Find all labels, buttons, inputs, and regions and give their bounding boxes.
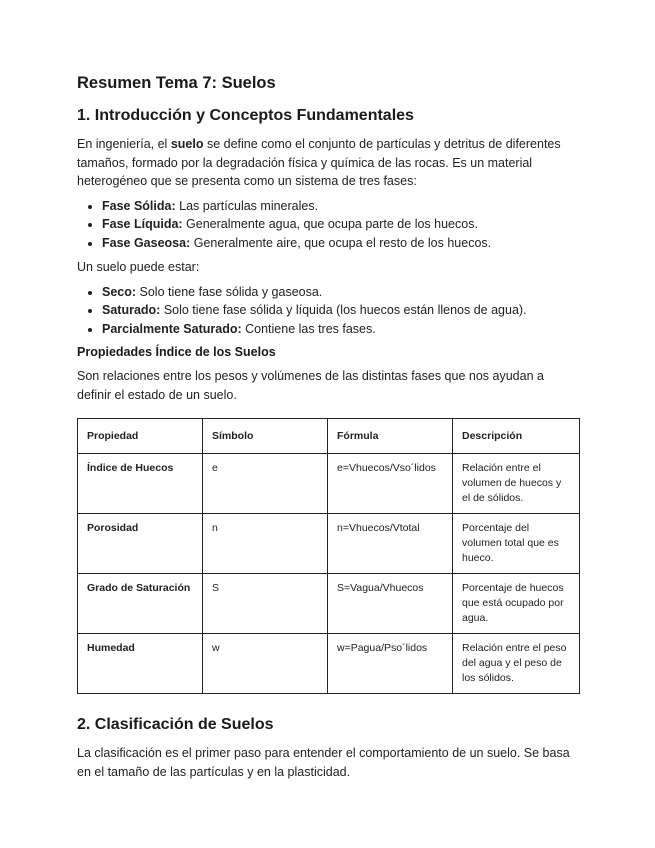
phases-list [77, 197, 579, 253]
document-title: Resumen Tema 7: Suelos [77, 74, 276, 92]
intro-bold-term: suelo [170, 137, 204, 151]
list-item-term: Saturado: [102, 303, 161, 317]
table-cell: e=Vhuecos/Vso´lidos [328, 454, 453, 514]
list-item [102, 283, 579, 302]
intro-text-before: En ingeniería, el [77, 137, 171, 151]
table-cell: S [203, 574, 328, 634]
table-cell: Relación entre el peso del agua y el peso de los sólidos. [453, 634, 580, 694]
table-cell: Porcentaje de huecos que está ocupado por agua. [453, 574, 580, 634]
section-1-heading: 1. Introducción y Conceptos Fundamentales [77, 107, 414, 124]
list-item-desc: Generalmente aire, que ocupa el resto de los huecos. [190, 235, 492, 250]
list-item [102, 320, 579, 339]
section-2-text: La clasificación es el primer paso para entender el comportamiento de un suelo. Se basa en el tamaño de las partículas y en la plasticidad. [77, 746, 570, 779]
intro-paragraph [77, 135, 579, 191]
column-header: Símbolo [203, 419, 328, 454]
list-item-term: Seco: [102, 284, 137, 299]
table-cell: w=Pagua/Pso´lidos [328, 634, 453, 694]
properties-heading: Propiedades Índice de los Suelos [77, 345, 276, 359]
list-item-desc: Solo tiene fase sólida y líquida (los huecos están llenos de agua). [160, 303, 527, 317]
list-item-desc: Generalmente agua, que ocupa parte de los huecos. [182, 217, 478, 231]
list-item [102, 301, 579, 320]
states-list [77, 283, 579, 339]
table-cell: Relación entre el volumen de huecos y el de sólidos. [453, 454, 580, 514]
table-cell: Grado de Saturación [78, 574, 203, 634]
list-item [102, 234, 579, 253]
table-cell: Humedad [78, 634, 203, 694]
column-header: Descripción [453, 419, 580, 454]
table-cell: n=Vhuecos/Vtotal [328, 514, 453, 574]
table-cell: S=Vagua/Vhuecos [328, 574, 453, 634]
table-cell: Índice de Huecos [78, 454, 203, 514]
table-row [78, 454, 580, 514]
list-item-desc: Las partículas minerales. [175, 198, 319, 213]
intro-text-after: se define como el conjunto de partículas y detritus de diferentes tamaños, formado por la degradación física y química de las rocas. Es un material heterogéneo que se presenta como un sistema de tres fases: [77, 137, 561, 188]
list-item-term: Fase Líquida: [102, 217, 183, 231]
table-cell: n [203, 514, 328, 574]
column-header: Fórmula [328, 419, 453, 454]
list-item-desc: Solo tiene fase sólida y gaseosa. [136, 284, 323, 299]
column-header: Propiedad [78, 419, 203, 454]
table-cell: w [203, 634, 328, 694]
list-item-term: Fase Sólida: [102, 198, 176, 213]
table-cell: Porosidad [78, 514, 203, 574]
table-cell: e [203, 454, 328, 514]
properties-intro: Son relaciones entre los pesos y volúmenes de las distintas fases que nos ayudan a definir el estado de un suelo. [77, 369, 544, 402]
properties-table [77, 418, 580, 694]
list-item [102, 197, 579, 216]
table-cell: Porcentaje del volumen total que es hueco. [453, 514, 580, 574]
states-intro: Un suelo puede estar: [77, 260, 200, 274]
table-row [78, 634, 580, 694]
table-row [78, 574, 580, 634]
section-2-heading: 2. Clasificación de Suelos [77, 716, 274, 733]
list-item-term: Parcialmente Saturado: [102, 321, 242, 336]
table-header-row [78, 419, 580, 454]
list-item [102, 215, 579, 234]
table-row [78, 514, 580, 574]
list-item-term: Fase Gaseosa: [102, 235, 191, 250]
document-page [77, 72, 579, 787]
list-item-desc: Contiene las tres fases. [241, 321, 376, 336]
